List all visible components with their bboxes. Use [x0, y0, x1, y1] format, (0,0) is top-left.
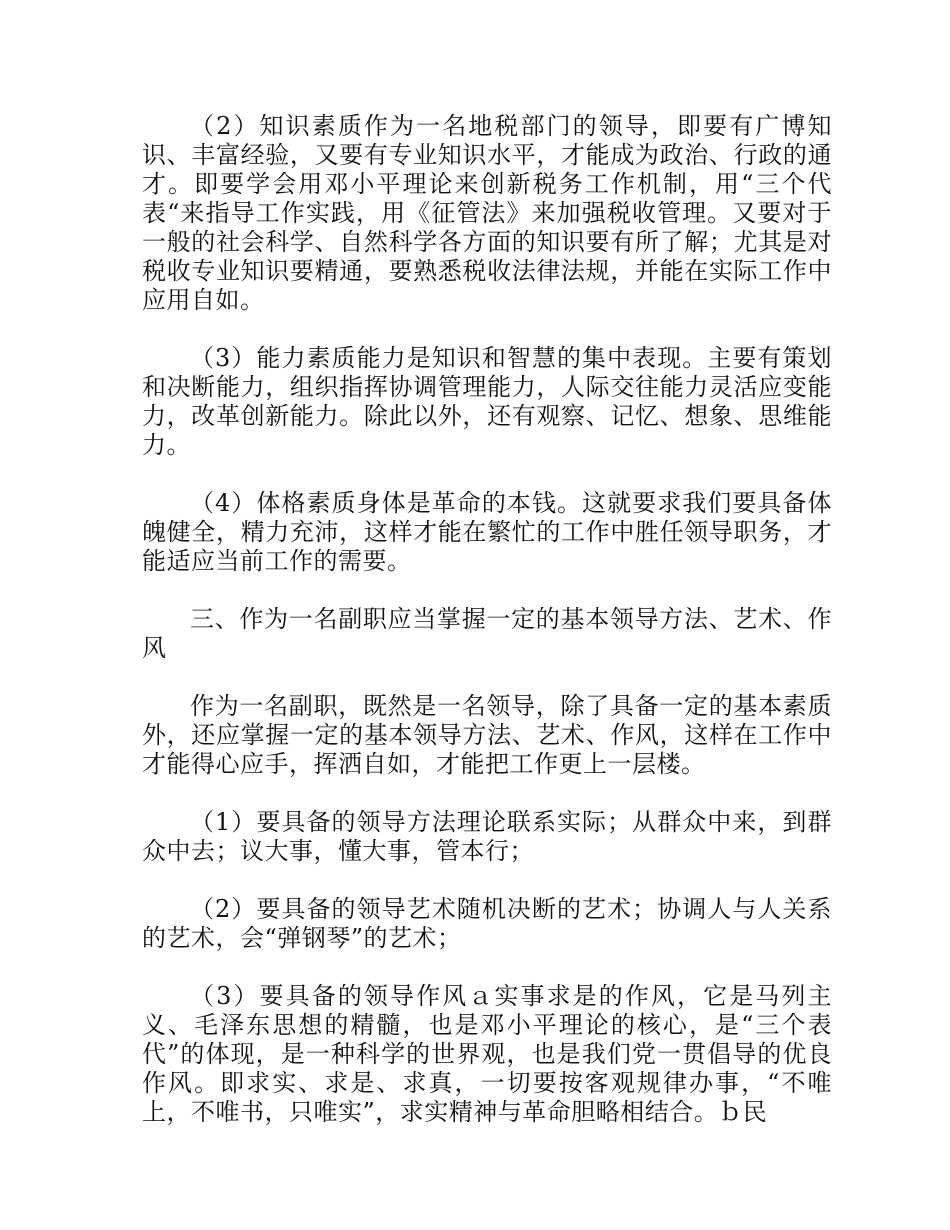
paragraph-leadership-style: （3）要具备的领导作风ａ实事求是的作风，它是马列主义、毛泽东思想的精髓，也是邓小平理论的核心，是“三个表代”的体现，是一种科学的世界观，也是我们党一贯倡导的优良作风。即求实、求是、求真，一切要按客观规律办事，“不唯上，不唯书，只唯实”，求实精神与革命胆略相结合。ｂ民 [142, 982, 832, 1126]
paragraph-spacer [142, 953, 832, 982]
paragraph-spacer [142, 460, 832, 489]
paragraph-spacer [142, 576, 832, 605]
paragraph-ability-quality: （3）能力素质能力是知识和智慧的集中表现。主要有策划和决断能力，组织指挥协调管理能力，人际交往能力灵活应变能力，改革创新能力。除此以外，还有观察、记忆、想象、思维能力。 [142, 344, 832, 459]
paragraph-spacer [142, 315, 832, 344]
paragraph-section-intro: 作为一名副职，既然是一名领导，除了具备一定的基本素质外，还应掌握一定的基本领导方法、艺术、作风，这样在工作中才能得心应手，挥洒自如，才能把工作更上一层楼。 [142, 692, 832, 778]
paragraph-spacer [142, 663, 832, 692]
paragraph-physical-quality: （4）体格素质身体是革命的本钱。这就要求我们要具备体魄健全，精力充沛，这样才能在繁忙的工作中胜任领导职务，才能适应当前工作的需要。 [142, 489, 832, 575]
paragraph-leadership-method: （1）要具备的领导方法理论联系实际；从群众中来，到群众中去；议大事，懂大事，管本行； [142, 808, 832, 865]
paragraph-leadership-art: （2）要具备的领导艺术随机决断的艺术；协调人与人关系的艺术，会“弹钢琴”的艺术； [142, 895, 832, 952]
paragraph-knowledge-quality: （2）知识素质作为一名地税部门的领导，即要有广博知识、丰富经验，又要有专业知识水平，才能成为政治、行政的通才。即要学会用邓小平理论来创新税务工作机制，用“三个代表“来指导工作实践，用《征管法》来加强税收管理。又要对于一般的社会科学、自然科学各方面的知识要有所了解；尤其是对税收专业知识要精通，要熟悉税收法律法规，并能在实际工作中应用自如。 [142, 112, 832, 314]
paragraph-spacer [142, 779, 832, 808]
paragraph-spacer [142, 866, 832, 895]
document-body [142, 112, 832, 1127]
section-heading-three: 三、作为一名副职应当掌握一定的基本领导方法、艺术、作风 [142, 605, 832, 662]
